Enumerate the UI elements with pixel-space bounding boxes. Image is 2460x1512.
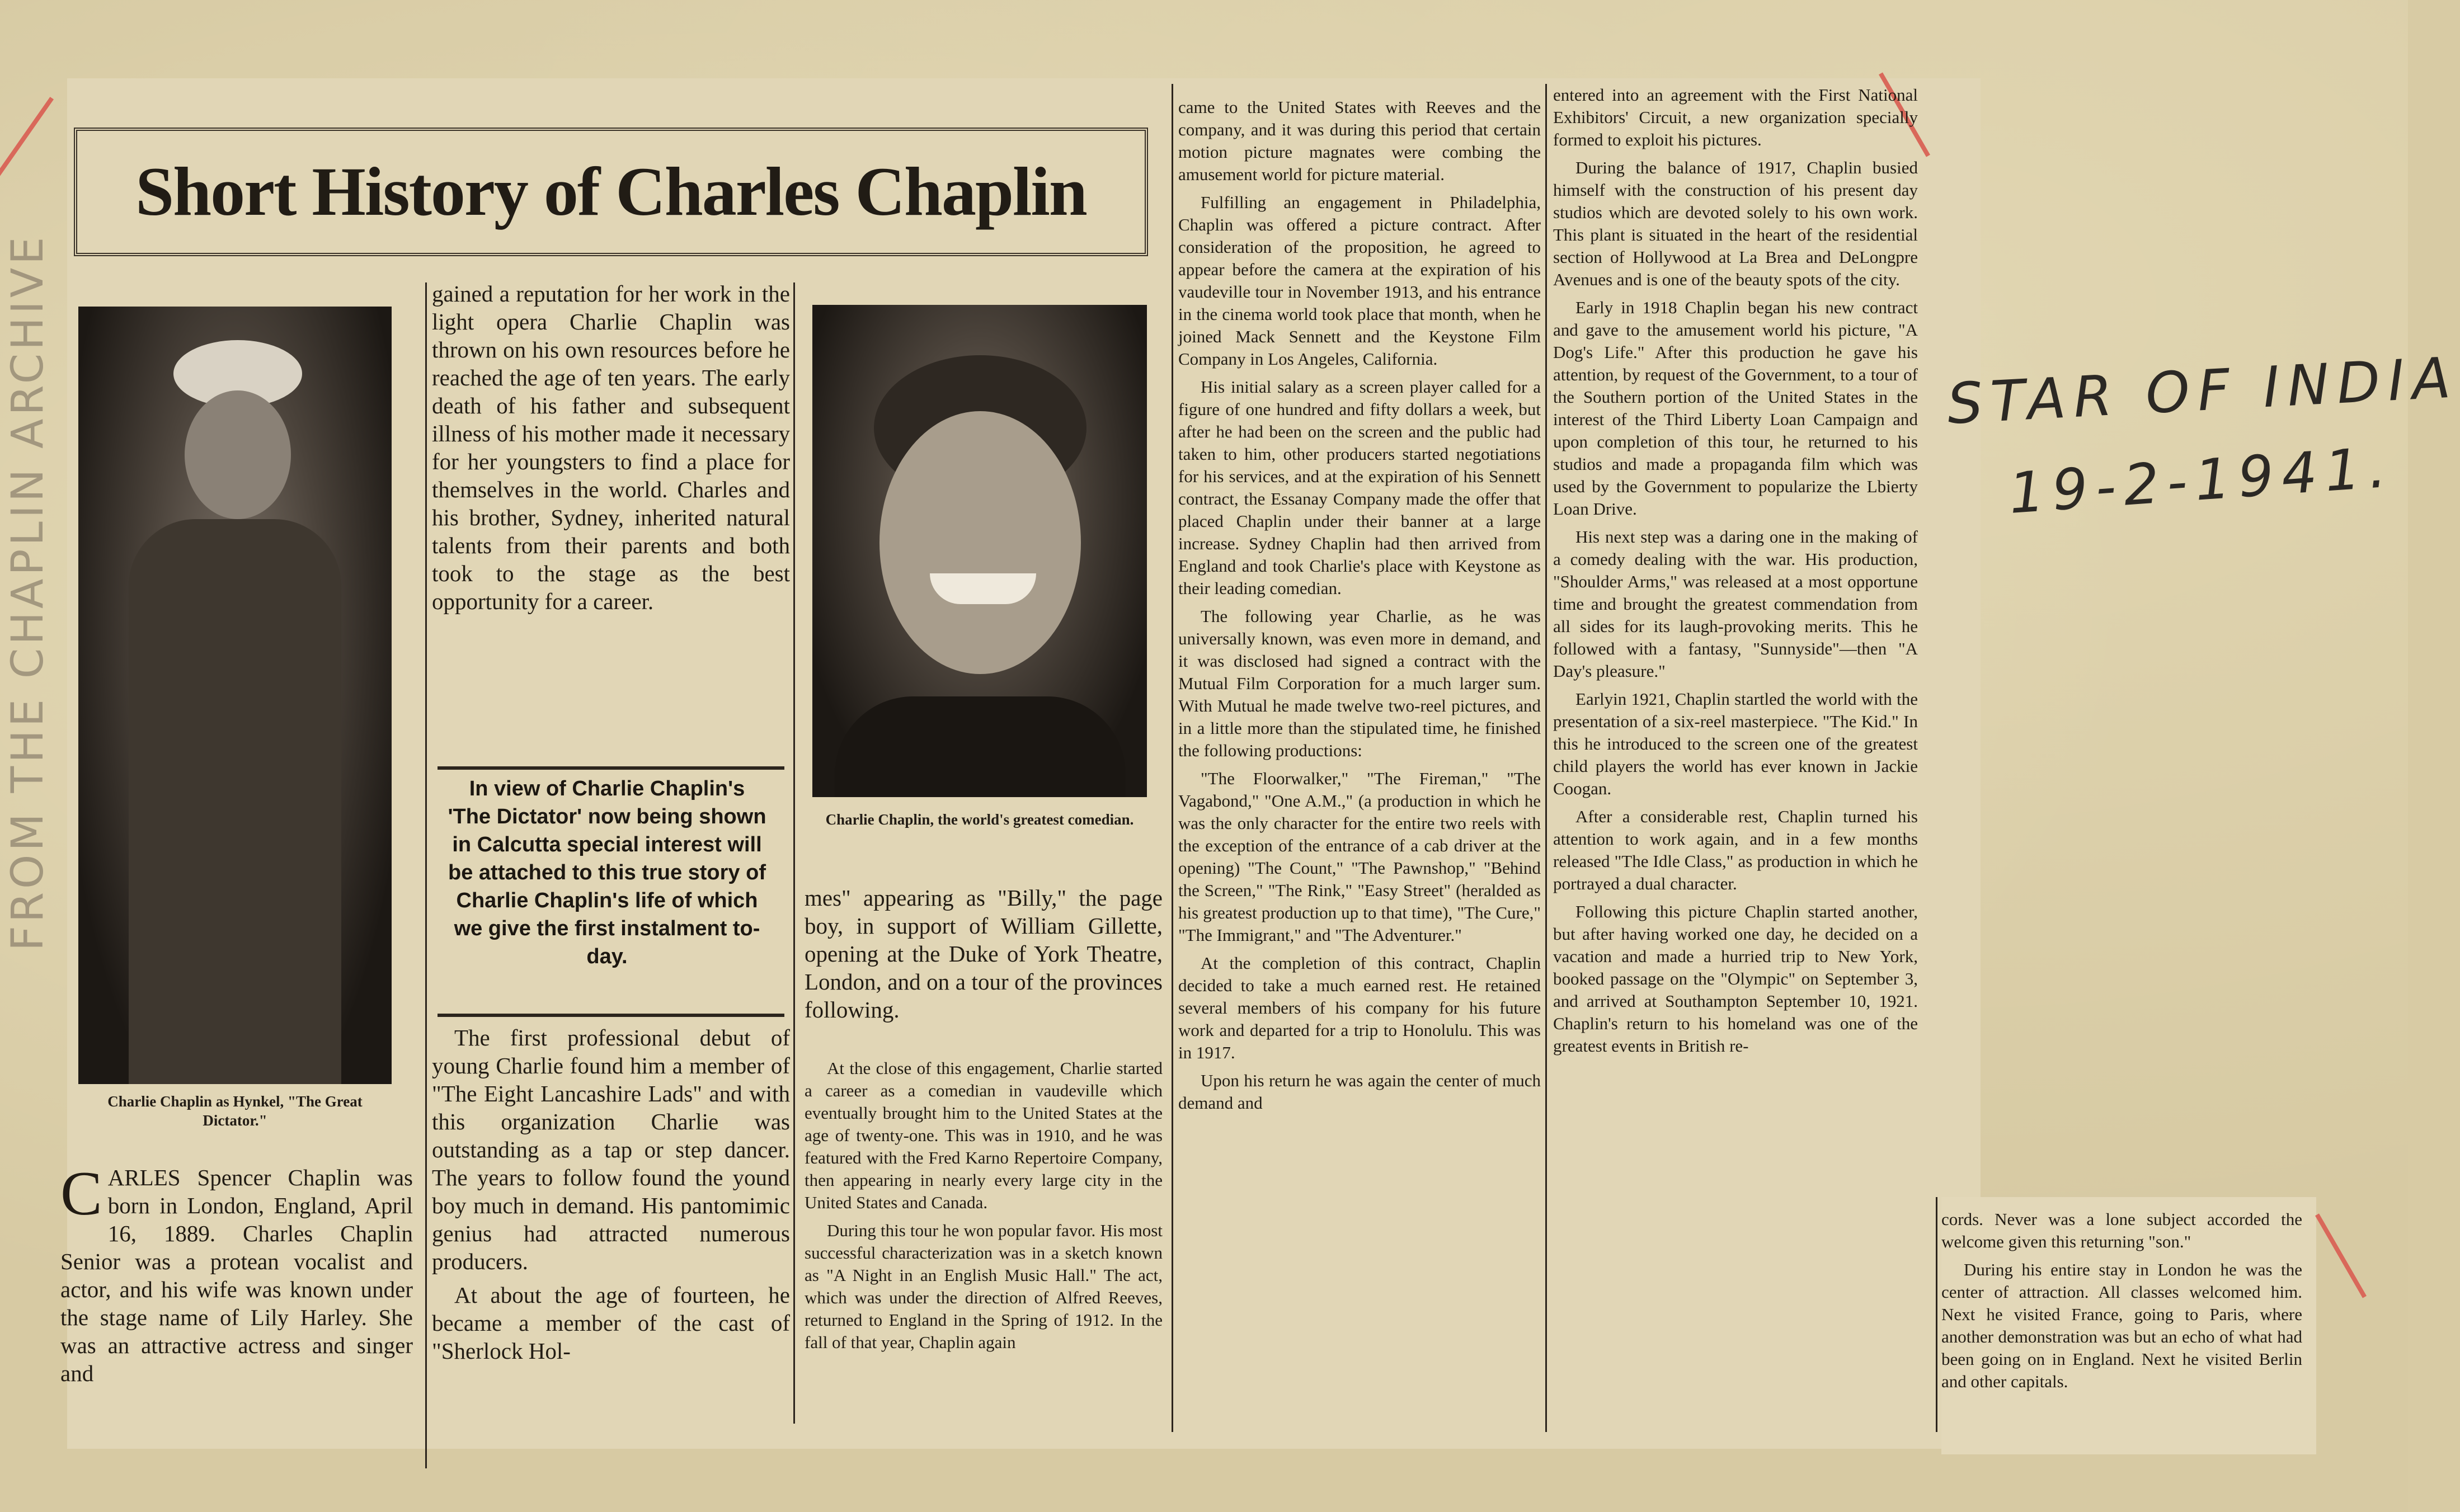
column-rule xyxy=(793,282,795,1424)
column-rule xyxy=(425,282,427,1468)
paragraph: mes" appearing as "Billy," the page boy, in support of William Gillette, opening at the Duke of York Theatre, London, and on a tour of the provinces following. xyxy=(805,885,1163,1023)
paragraph: His initial salary as a screen player called for a figure of one hundred and fifty dollars a week, but after he had been on the screen and the public had taken to him, other producers started negotiations for his services, and at the expiration of his Sennett contract, the Essanay Company made the offer that placed Chaplin under their banner at a large increase. Sydney Chaplin had then arrived from England and took Charlie's place with Keystone as their leading comedian. xyxy=(1178,377,1541,598)
face-shape xyxy=(879,411,1081,674)
uniform-shape xyxy=(129,519,341,1084)
paragraph: At about the age of fourteen, he became a member of the cast of "Sherlock Hol- xyxy=(432,1282,790,1364)
article-column-2-top xyxy=(432,280,790,761)
paragraph: ARLES Spencer Chaplin was born in London, England, April 16, 1889. Charles Chaplin Senior was a protean vocalist and actor, and his wife was known under the stage name of Lily Harley. She was an attractive actress and singer and xyxy=(60,1165,413,1386)
promo-rule-top xyxy=(438,766,784,770)
headline-box xyxy=(74,128,1148,256)
article-column-3 xyxy=(805,1057,1163,1426)
paragraph: At the close of this engagement, Charlie started a career as a comedian in vaudeville which eventually brought him to the United States at the age of twenty-one. This was in 1910, and he was featured with the Fred Karno Repertoire Company, then appearing in nearly every large city in the United States and Canada. xyxy=(805,1058,1163,1212)
face-shape xyxy=(185,390,291,519)
paragraph: At the completion of this contract, Chaplin decided to take a much earned rest. He retained several members of his company for his future work and departed for a trip to Honolulu. This was in 1917. xyxy=(1178,953,1541,1062)
caption-comedian: Charlie Chaplin, the world's greatest comedian. xyxy=(825,811,1134,828)
suit-shape xyxy=(835,696,1126,797)
drop-cap: C xyxy=(60,1159,102,1228)
archive-stamp: FROM THE CHAPLIN ARCHIVE xyxy=(3,233,53,951)
paragraph: His next step was a daring one in the making of a comedy dealing with the war. His production, "Shoulder Arms," was released at a most opportune time and brought the greatest commendation from all sides for its laugh-provoking merits. This he followed with a fantasy, "Sunnyside"—then "A Day's pleasure." xyxy=(1553,527,1918,681)
paragraph: Earlyin 1921, Chaplin startled the world with the presentation of a six-reel masterpiece. "The Kid." In this he introduced to the screen one of the greatest child players the world has ever known in Jackie Coogan. xyxy=(1553,689,1918,798)
paragraph: Fulfilling an engagement in Philadelphia, Chaplin was offered a picture contract. After consideration of the proposition, he agreed to appear before the camera at the expiration of his vaudeville tour in November 1913, and his entrance in the cinema world took place that month, when he joined Mack Sennett and the Keystone Film Company in Los Angeles, California. xyxy=(1178,192,1541,369)
paragraph: "The Floorwalker," "The Fireman," "The Vagabond," "One A.M.," (a production in which he was the only character for the entire two reels with the exception of the entrance of a cab driver at the opening) "The Count," "The Pawnshop," "Behind the Screen," "The Rink," "Easy Street" (heralded as his greatest production up to that time), "The Cure," "The Immigrant," and "The Adventurer." xyxy=(1178,769,1541,945)
paragraph: After a considerable rest, Chaplin turned his attention to work again, and in a few months released "The Idle Class," as production in which he portrayed a dual character. xyxy=(1553,807,1918,893)
paragraph: Upon his return he was again the center of much demand and xyxy=(1178,1071,1541,1113)
paragraph: During this tour he won popular favor. His most successful characterization was in a sketch known as "A Night in an English Music Hall." The act, which was under the direction of Alfred Reeves, returned to England in the Spring of 1912. In the fall of that year, Chaplin again xyxy=(805,1221,1163,1352)
column-rule xyxy=(1936,1197,1937,1432)
red-mark xyxy=(0,97,54,177)
paragraph: Early in 1918 Chaplin began his new contract and gave to the amusement world his picture, "A Dog's Life." After this production he gave his attention, by request of the Government, to a tour of the Southern portion of the United States in the interest of the Third Liberty Loan Campaign and upon completion of this tour, he returned to his studios and made a propaganda film which was used by the Government to popularize the Lbierty Loan Drive. xyxy=(1553,298,1918,519)
paragraph: came to the United States with Reeves and the company, and it was during this period that certain motion picture magnates were combing the amusement world for picture material. xyxy=(1178,97,1541,184)
promo-rule-bottom xyxy=(438,1014,784,1017)
article-column-5 xyxy=(1553,84,1918,1438)
caption-hynkel: Charlie Chaplin as Hynkel, "The Great Dictator." xyxy=(107,1093,363,1129)
paragraph: The first professional debut of young Charlie found him a member of "The Eight Lancashire Lads" and with this organization Charlie was outstanding as a tap or step dancer. The years to follow found the yound boy much in demand. His pantomimic genius had attracted numerous producers. xyxy=(432,1025,790,1274)
paragraph: cords. Never was a lone subject accorded the welcome given this returning "son." xyxy=(1941,1209,2302,1251)
paragraph: During the balance of 1917, Chaplin busied himself with the construction of his present day studios which are devoted solely to his own work. This plant is situated in the heart of the residential section of Hollywood at La Brea and DeLongpre Avenues and is one of the beauty spots of the city. xyxy=(1553,158,1918,289)
paragraph: entered into an agreement with the First National Exhibitors' Circuit, a new organization specially formed to exploit his pictures. xyxy=(1553,85,1918,149)
article-column-3-top xyxy=(805,884,1163,1052)
handwritten-date: 19-2-1941. xyxy=(2006,434,2396,526)
paragraph: Following this picture Chaplin started another, but after having worked one day, he decided on a vacation and made a hurried trip to New York, booked passage on the "Olympic" on September 3, and arrived at Southampton September 10, 1921. Chaplin's return to his homeland was one of the greatest events in British re- xyxy=(1553,902,1918,1056)
paragraph: The following year Charlie, as he was universally known, was even more in demand, and it was disclosed had signed a contract with the Mutual Film Corporation for a much larger sum. With Mutual he made twelve two-reel pictures, and in a little more than the stipulated time, he finished the following productions: xyxy=(1178,606,1541,760)
promo-box: In view of Charlie Chaplin's 'The Dictator' now being shown in Calcutta special interest will be attached to this true story of Charlie Chaplin's life of which we give the first instalment to-day. xyxy=(448,777,766,968)
article-column-1 xyxy=(60,1159,413,1454)
article-column-2-bottom xyxy=(432,1024,790,1460)
photo-hynkel xyxy=(78,307,392,1084)
headline: Short History of Charles Chaplin xyxy=(135,153,1086,230)
paragraph: During his entire stay in London he was the center of attraction. All classes welcomed him. Next he visited France, going to Paris, where another demonstration was but an echo of what had been going on in England. Next he visited Berlin and other capitals. xyxy=(1941,1260,2302,1391)
handwritten-source: STAR OF INDIA xyxy=(1945,345,2460,437)
smile-shape xyxy=(930,573,1036,604)
red-mark xyxy=(2315,1213,2367,1298)
photo-comedian xyxy=(812,305,1147,797)
column-rule xyxy=(1545,84,1547,1432)
column-rule xyxy=(1172,84,1173,1432)
article-column-4 xyxy=(1178,96,1541,1439)
paragraph: gained a reputation for her work in the light opera Charlie Chaplin was thrown on his own resources before he reached the age of ten years. The early death of his father and subsequent illness of his mother made it necessary for her youngsters to find a place for themselves in the world. Charles and his brother, Sydney, inherited natural talents from their parents and both took to the stage as the best opportunity for a career. xyxy=(432,281,790,614)
article-column-6 xyxy=(1941,1208,2302,1443)
